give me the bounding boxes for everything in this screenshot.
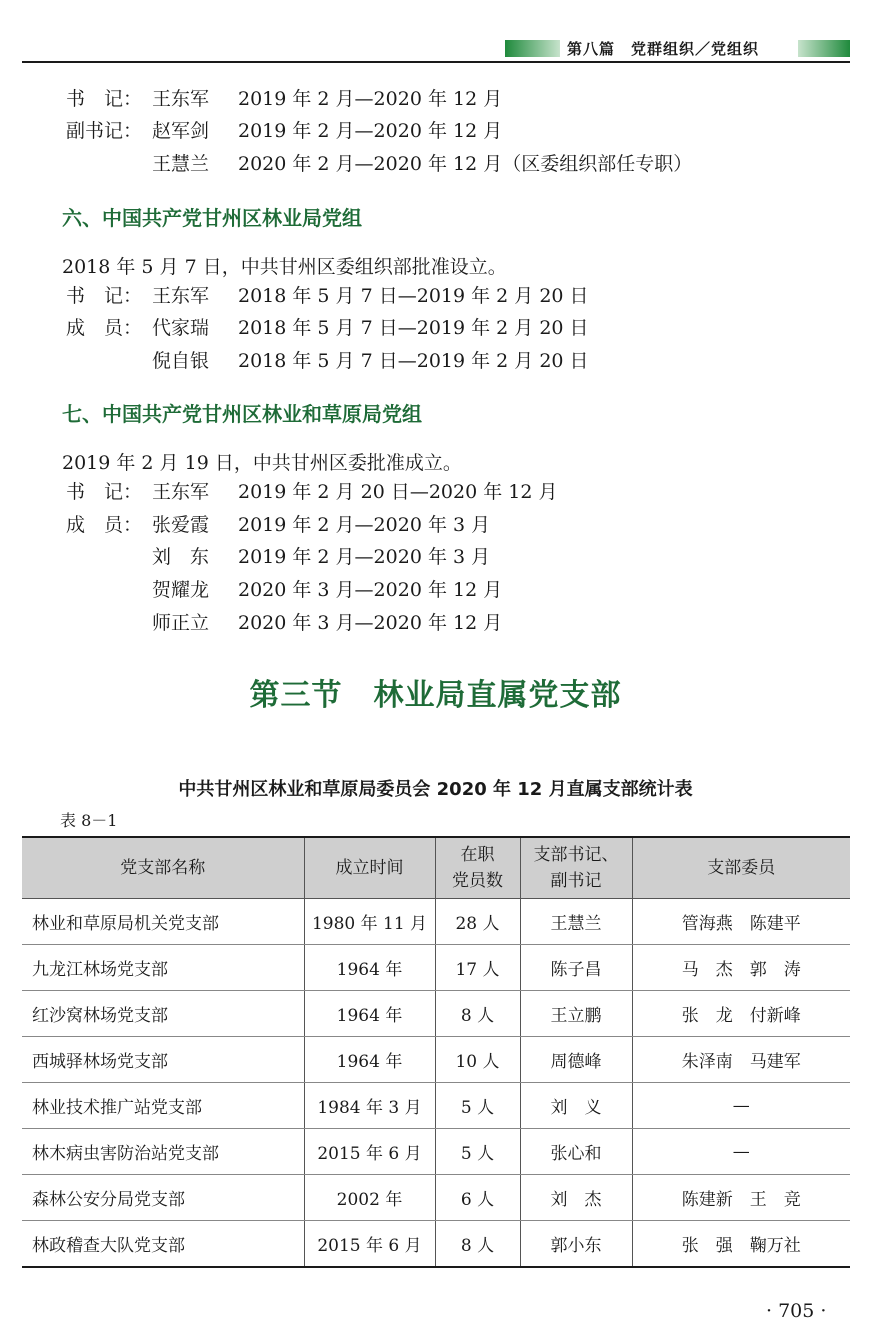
cell-committee: 张 龙 付新峰: [632, 991, 850, 1037]
header-founded: 成立时间: [304, 837, 435, 899]
leader-role: 成 员：: [66, 514, 143, 536]
cell-committee: 管海燕 陈建平: [632, 899, 850, 945]
leader-period: 2019 年 2 月—2020 年 3 月: [238, 514, 491, 536]
cell-branch-name: 九龙江林场党支部: [22, 945, 304, 991]
table-row: [22, 1037, 850, 1083]
cell-founded: 1964 年: [304, 945, 435, 991]
section-heading-7: 七、中国共产党甘州区林业和草原局党组: [62, 402, 422, 426]
cell-secretary: 刘 义: [520, 1083, 632, 1129]
table-row: [22, 1129, 850, 1175]
running-header: [0, 0, 871, 70]
leader-role: 副书记：: [66, 120, 143, 142]
leader-name: 刘 东: [152, 546, 210, 568]
table-row: [22, 1175, 850, 1221]
cell-branch-name: 西城驿林场党支部: [22, 1037, 304, 1083]
leader-name: 王东军: [152, 481, 210, 503]
page-number: · 705 ·: [766, 1300, 827, 1322]
table-row: [22, 1083, 850, 1129]
cell-branch-name: 林政稽查大队党支部: [22, 1221, 304, 1268]
cell-branch-name: 林业和草原局机关党支部: [22, 899, 304, 945]
header-title: 第八篇 党群组织／党组织: [567, 40, 760, 58]
leader-period: 2020 年 3 月—2020 年 12 月: [238, 579, 503, 601]
leader-period: 2019 年 2 月—2020 年 3 月: [238, 546, 491, 568]
cell-member-count: 5 人: [435, 1129, 520, 1175]
cell-secretary: 王立鹏: [520, 991, 632, 1037]
branch-statistics-table: [22, 836, 850, 1268]
header-decor-bar-right: [798, 40, 850, 57]
table-caption: 中共甘州区林业和草原局委员会 2020 年 12 月直属支部统计表: [178, 779, 693, 800]
cell-member-count: 28 人: [435, 899, 520, 945]
cell-member-count: 5 人: [435, 1083, 520, 1129]
cell-committee: 张 强 鞠万社: [632, 1221, 850, 1268]
leader-role: 书 记：: [66, 285, 143, 307]
section6-intro: 2018 年 5 月 7 日，中共甘州区委组织部批准设立。: [62, 256, 507, 278]
cell-committee: —: [632, 1129, 850, 1175]
cell-secretary: 周德峰: [520, 1037, 632, 1083]
header-committee: 支部委员: [632, 837, 850, 899]
cell-committee: 陈建新 王 竞: [632, 1175, 850, 1221]
leader-period: 2019 年 2 月—2020 年 12 月: [238, 88, 503, 110]
leader-name: 张爱霞: [152, 514, 210, 536]
table-row: [22, 945, 850, 991]
cell-branch-name: 森林公安分局党支部: [22, 1175, 304, 1221]
leader-role: 书 记：: [66, 481, 143, 503]
cell-member-count: 17 人: [435, 945, 520, 991]
leader-role: 书 记：: [66, 88, 143, 110]
cell-founded: 2015 年 6 月: [304, 1221, 435, 1268]
cell-secretary: 郭小东: [520, 1221, 632, 1268]
section-heading-6: 六、中国共产党甘州区林业局党组: [62, 206, 362, 230]
header-branch-name: 党支部名称: [22, 837, 304, 899]
table-header-row: [22, 837, 850, 899]
leader-period: 2020 年 2 月—2020 年 12 月（区委组织部任专职）: [238, 153, 693, 175]
section-title: 第三节 林业局直属党支部: [249, 678, 622, 713]
leader-name: 王慧兰: [152, 153, 210, 175]
cell-founded: 1984 年 3 月: [304, 1083, 435, 1129]
cell-committee: 马 杰 郭 涛: [632, 945, 850, 991]
leader-period: 2018 年 5 月 7 日—2019 年 2 月 20 日: [238, 350, 589, 372]
cell-founded: 2015 年 6 月: [304, 1129, 435, 1175]
leader-period: 2020 年 3 月—2020 年 12 月: [238, 612, 503, 634]
leader-role: 成 员：: [66, 317, 143, 339]
leader-period: 2018 年 5 月 7 日—2019 年 2 月 20 日: [238, 285, 589, 307]
cell-committee: —: [632, 1083, 850, 1129]
leader-name: 赵军剑: [152, 120, 210, 142]
leader-period: 2019 年 2 月 20 日—2020 年 12 月: [238, 481, 558, 503]
header-rule: [22, 61, 850, 63]
header-member-count: 在职 党员数: [435, 837, 520, 899]
table-number: 表 8－1: [60, 811, 118, 830]
leader-period: 2018 年 5 月 7 日—2019 年 2 月 20 日: [238, 317, 589, 339]
leader-name: 倪自银: [152, 350, 210, 372]
cell-founded: 1964 年: [304, 1037, 435, 1083]
leader-name: 王东军: [152, 285, 210, 307]
section7-intro: 2019 年 2 月 19 日，中共甘州区委批准成立。: [62, 452, 462, 474]
header-decor-bar-left: [505, 40, 560, 57]
table-row: [22, 991, 850, 1037]
cell-member-count: 6 人: [435, 1175, 520, 1221]
cell-founded: 2002 年: [304, 1175, 435, 1221]
cell-secretary: 王慧兰: [520, 899, 632, 945]
cell-member-count: 8 人: [435, 991, 520, 1037]
cell-committee: 朱泽南 马建军: [632, 1037, 850, 1083]
table-row: [22, 899, 850, 945]
cell-secretary: 刘 杰: [520, 1175, 632, 1221]
cell-member-count: 10 人: [435, 1037, 520, 1083]
cell-founded: 1964 年: [304, 991, 435, 1037]
cell-secretary: 张心和: [520, 1129, 632, 1175]
cell-founded: 1980 年 11 月: [304, 899, 435, 945]
leader-name: 贺耀龙: [152, 579, 210, 601]
leader-name: 代家瑞: [152, 317, 210, 339]
cell-secretary: 陈子昌: [520, 945, 632, 991]
table-row: [22, 1221, 850, 1268]
header-secretary: 支部书记、 副书记: [520, 837, 632, 899]
leader-name: 师正立: [152, 612, 210, 634]
leader-period: 2019 年 2 月—2020 年 12 月: [238, 120, 503, 142]
cell-branch-name: 林木病虫害防治站党支部: [22, 1129, 304, 1175]
cell-branch-name: 红沙窝林场党支部: [22, 991, 304, 1037]
leader-name: 王东军: [152, 88, 210, 110]
cell-member-count: 8 人: [435, 1221, 520, 1268]
cell-branch-name: 林业技术推广站党支部: [22, 1083, 304, 1129]
